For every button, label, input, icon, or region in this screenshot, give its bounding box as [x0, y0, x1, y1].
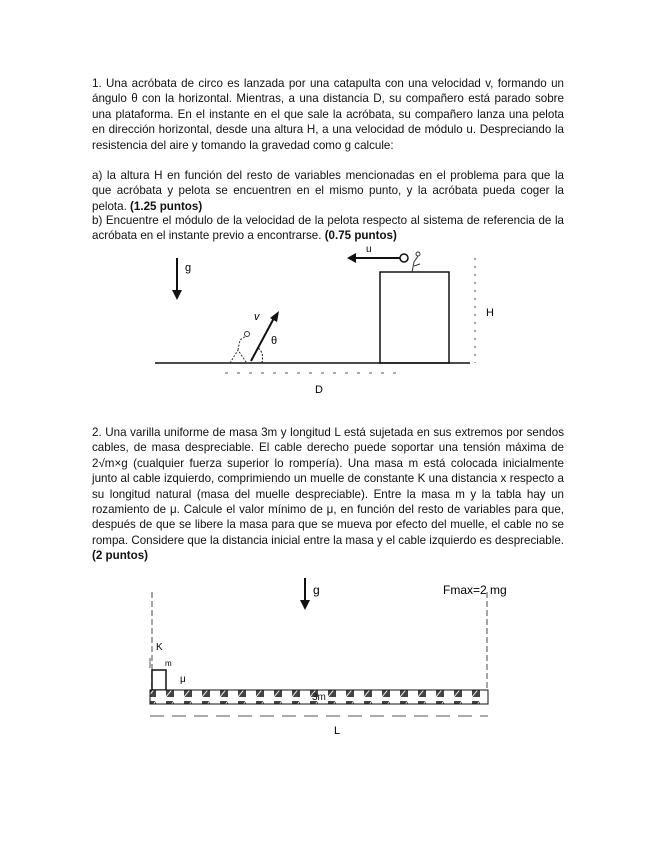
fmax-label: Fmax=2 mg: [443, 583, 507, 597]
rod-mass-label: 3m: [312, 692, 326, 703]
gravity-arrowhead-2: [300, 600, 310, 610]
problem1-part-b-points: (0.75 puntos): [324, 229, 397, 243]
mass-m: [152, 670, 166, 690]
problem2-points: (2 puntos): [92, 549, 149, 563]
gravity-label-2: g: [313, 583, 320, 597]
distance-label: D: [315, 384, 323, 396]
angle-label: θ: [271, 335, 278, 347]
gravity-label-1: g: [185, 262, 192, 274]
spring-label: K: [156, 642, 163, 653]
length-label: L: [334, 725, 341, 737]
height-label: H: [486, 307, 494, 319]
velocity-u-label: u: [366, 244, 372, 255]
problem1-intro-text: 1. Una acróbata de circo es lanzada por una catapulta con una velocidad v, formando un ángulo θ con la horizontal. Mientras, a una distancia D, su compañero está parado sobre una plataforma. En el instante en el que sale la acróbata, su compañero lanza una pelota en dirección horizontal, desde una altura H, a una velocidad de módulo u. Despreciando la resistencia del aire y tomando la gravedad como g calcule:: [92, 77, 564, 152]
problem1-part-a-points: (1.25 puntos): [130, 199, 203, 213]
mu-label: μ: [180, 674, 186, 685]
problem2-body: 2. Una varilla uniforme de masa 3m y longitud L está sujetada en sus extremos por sendos cables, de masa despreciable. El cable derecho puede soportar una tensión máxima de 2√m×g (cualquier fuerza superior lo rompería). Una masa m está colocada inicialmente junto al cable izquierdo, comprimiendo un muelle de constante K una distancia x respecto a su longitud natural (masa del muelle despreciable). Entre la masa m y la tabla hay un rozamiento de μ. Calcule el valor mínimo de μ, en función del resto de variables para que, después de que se libere la masa para que se mueva por efecto del muelle, el cable no se rompa. Considere que la distancia inicial entre la masa y el cable izquierdo es despreciable.: [92, 426, 564, 547]
mass-m-label: m: [165, 659, 172, 668]
problem1-part-b-text: b) Encuentre el módulo de la velocidad de la pelota respecto al sistema de referencia de la acróbata en el instante previo a encontrarse.: [92, 214, 564, 243]
velocity-v-label: v: [254, 311, 260, 323]
problem1-part-a-text: a) la altura H en función del resto de variables mencionadas en el problema para que la que acróbata y pelota se encuentren en el mismo punto, y la acróbata pueda coger la pelota.: [92, 169, 564, 213]
